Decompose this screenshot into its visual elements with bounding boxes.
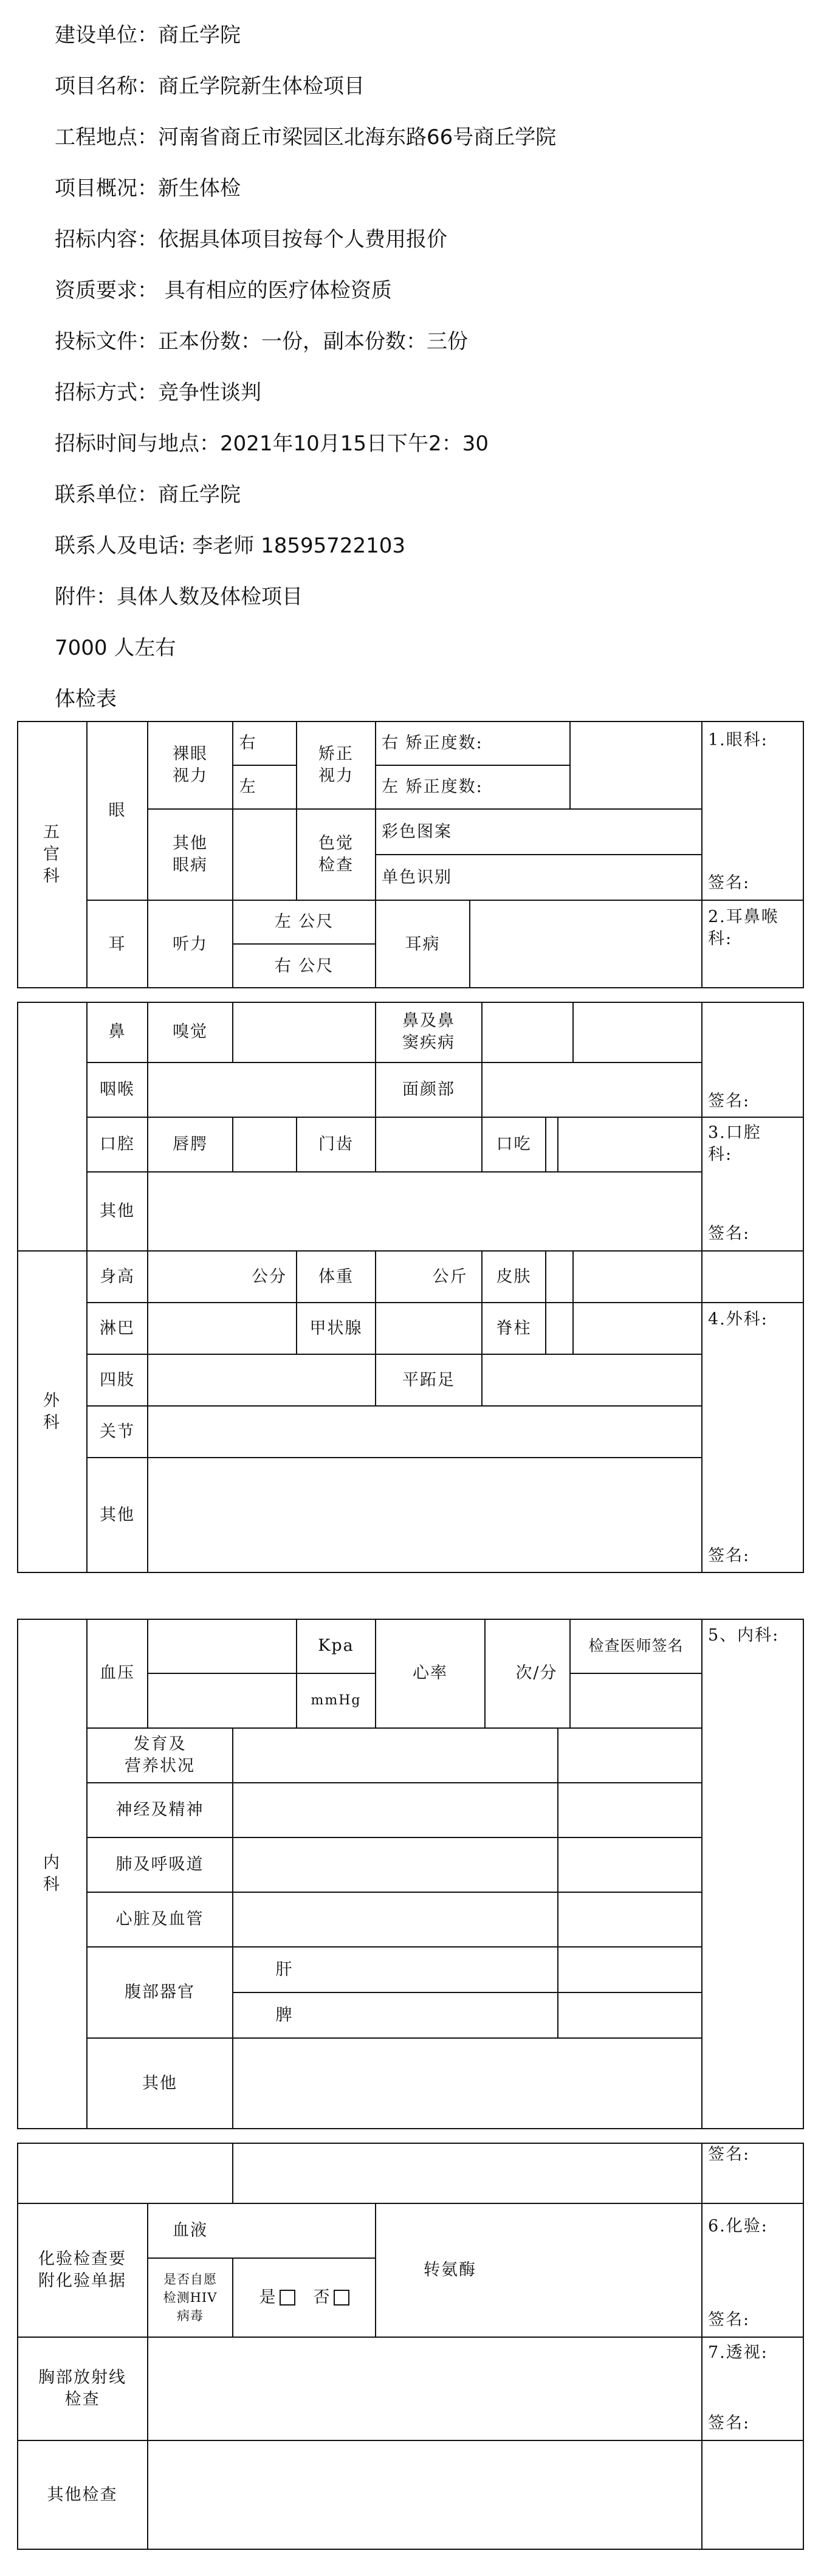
stutter-label: 口吃 xyxy=(496,1135,532,1154)
naked-vision-label: 裸眼 视力 xyxy=(173,744,208,785)
eye-sign-label: 1.眼科: xyxy=(708,731,768,749)
per-min-label: 次/分 xyxy=(515,1664,558,1682)
eye-signature-label: 签名: xyxy=(708,873,751,892)
internal-other-label: 其他 xyxy=(142,2074,177,2093)
height-label: 身高 xyxy=(100,1267,135,1286)
xray-sign-label: 7.透视: xyxy=(708,2343,768,2362)
section-waike: 外 科 xyxy=(43,1391,61,1432)
surgery-signature-label: 签名: xyxy=(708,1546,751,1565)
hiv-yes-checkbox[interactable] xyxy=(280,2290,295,2306)
alt-label: 转氨酶 xyxy=(424,2261,476,2279)
section-neike: 内 科 xyxy=(43,1853,61,1894)
right-corrected-label: 右 矫正度数: xyxy=(382,733,483,752)
skin-label: 皮肤 xyxy=(496,1267,532,1286)
teeth-label: 门齿 xyxy=(318,1135,354,1154)
ear-label: 耳 xyxy=(108,934,126,954)
bp-label: 血压 xyxy=(100,1664,135,1682)
lab-sign-label: 6.化验: xyxy=(708,2217,768,2236)
surgery-other-label: 其他 xyxy=(100,1506,135,1524)
table-ent-surgery xyxy=(17,1002,804,1573)
corrected-vision-label: 矫正 视力 xyxy=(318,744,354,785)
chest-xray-label: 胸部放射线 检查 xyxy=(38,2368,126,2409)
lab-tests-label: 化验检查要 附化验单据 xyxy=(38,2250,126,2290)
table-internal xyxy=(17,1619,804,2129)
hiv-choice xyxy=(233,2258,376,2337)
info-construction-unit: 建设单位：商丘学院 xyxy=(55,23,241,47)
development-label: 发育及 营养状况 xyxy=(125,1735,195,1775)
info-contact-person: 联系人及电话: 李老师 18595722103 xyxy=(55,534,406,558)
mmhg-label: mmHg xyxy=(311,1693,362,1708)
info-project-name: 项目名称：商丘学院新生体检项目 xyxy=(55,74,365,98)
heart-label: 心脏及血管 xyxy=(115,1910,204,1929)
flat-feet-label: 平跖足 xyxy=(402,1370,455,1390)
eye-label: 眼 xyxy=(108,801,126,820)
info-overview: 项目概况：新生体检 xyxy=(55,176,241,201)
info-bid-documents: 投标文件：正本份数：一份，副本份数：三份 xyxy=(55,329,468,354)
liver-label: 肝 xyxy=(275,1960,294,1979)
weight-unit-label: 公斤 xyxy=(432,1267,468,1286)
throat-label: 咽喉 xyxy=(100,1080,135,1099)
color-vision-label: 色觉 检查 xyxy=(318,834,354,875)
info-bid-method: 招标方式：竞争性谈判 xyxy=(55,381,261,405)
info-bid-content: 招标内容：依据具体项目按每个人费用报价 xyxy=(55,227,447,252)
ent-signature-label: 签名: xyxy=(708,1092,751,1111)
spine-label: 脊柱 xyxy=(496,1318,532,1338)
spleen-label: 脾 xyxy=(275,2005,294,2025)
lung-label: 肺及呼吸道 xyxy=(115,1855,204,1874)
left-corrected-label: 左 矫正度数: xyxy=(382,777,483,796)
face-label: 面颜部 xyxy=(402,1080,455,1099)
height-unit-label: 公分 xyxy=(252,1267,287,1286)
mouth-label: 口腔 xyxy=(100,1135,135,1154)
other-checks-label: 其他检查 xyxy=(47,2485,118,2504)
internal-sign-label: 5、内科: xyxy=(708,1626,780,1645)
lab-signature-label: 签名: xyxy=(708,2310,751,2329)
surgery-sign-label: 4.外科: xyxy=(708,1310,768,1329)
joints-label: 关节 xyxy=(100,1422,135,1441)
form-title: 体检表 xyxy=(55,687,117,711)
lips-label: 唇腭 xyxy=(173,1135,208,1154)
color-pattern-label: 彩色图案 xyxy=(382,822,452,841)
ent-sign-label: 2.耳鼻喉 科: xyxy=(708,907,779,948)
heart-rate-label: 心率 xyxy=(413,1664,448,1682)
other-eye-disease-label: 其他 眼病 xyxy=(173,834,208,875)
doctor-sign-label: 检查医师签名 xyxy=(588,1637,684,1655)
lab-signature-top-label: 签名: xyxy=(708,2145,751,2164)
oral-signature-label: 签名: xyxy=(708,1224,751,1243)
xray-signature-label: 签名: xyxy=(708,2414,751,2433)
blood-label: 血液 xyxy=(173,2221,208,2240)
smell-label: 嗅觉 xyxy=(173,1022,208,1041)
hiv-label: 是否自愿 检测HIV 病毒 xyxy=(163,2272,218,2323)
nose-label: 鼻 xyxy=(108,1022,126,1041)
info-bid-time: 招标时间与地点：2021年10月15日下午2：30 xyxy=(55,432,489,456)
naked-right-label: 右 xyxy=(239,733,257,752)
thyroid-label: 甲状腺 xyxy=(309,1318,363,1338)
abdomen-label: 腹部器官 xyxy=(125,1983,195,2002)
info-qualification: 资质要求： 具有相应的医疗体检资质 xyxy=(55,278,392,303)
hearing-label: 听力 xyxy=(173,934,208,954)
table-eye-ear xyxy=(17,721,804,988)
table-lab xyxy=(17,2143,804,2550)
neuro-label: 神经及精神 xyxy=(115,1800,204,1819)
hiv-no-label: 否 xyxy=(313,2288,331,2307)
lymph-label: 淋巴 xyxy=(100,1318,135,1338)
info-contact-unit: 联系单位：商丘学院 xyxy=(55,483,241,507)
naked-left-label: 左 xyxy=(239,777,257,796)
hearing-right-label: 右 公尺 xyxy=(274,956,334,976)
oral-sign-label: 3.口腔 科: xyxy=(708,1123,761,1164)
info-location: 工程地点：河南省商丘市梁园区北海东路66号商丘学院 xyxy=(55,125,557,150)
hiv-no-checkbox[interactable] xyxy=(334,2290,349,2306)
weight-label: 体重 xyxy=(318,1267,354,1286)
info-attachment: 附件：具体人数及体检项目 xyxy=(55,585,303,609)
hearing-left-label: 左 公尺 xyxy=(274,912,334,931)
info-headcount: 7000 人左右 xyxy=(55,636,176,660)
ear-disease-label: 耳病 xyxy=(405,934,441,954)
sinus-label: 鼻及鼻 窦疾病 xyxy=(402,1011,455,1052)
limbs-label: 四肢 xyxy=(100,1370,135,1390)
section-wuguan: 五 官 科 xyxy=(43,823,61,886)
hiv-yes-label: 是 xyxy=(259,2288,277,2307)
mono-recognition-label: 单色识别 xyxy=(382,867,452,887)
mouth-other-label: 其他 xyxy=(100,1202,135,1221)
kpa-label: Kpa xyxy=(318,1636,354,1655)
